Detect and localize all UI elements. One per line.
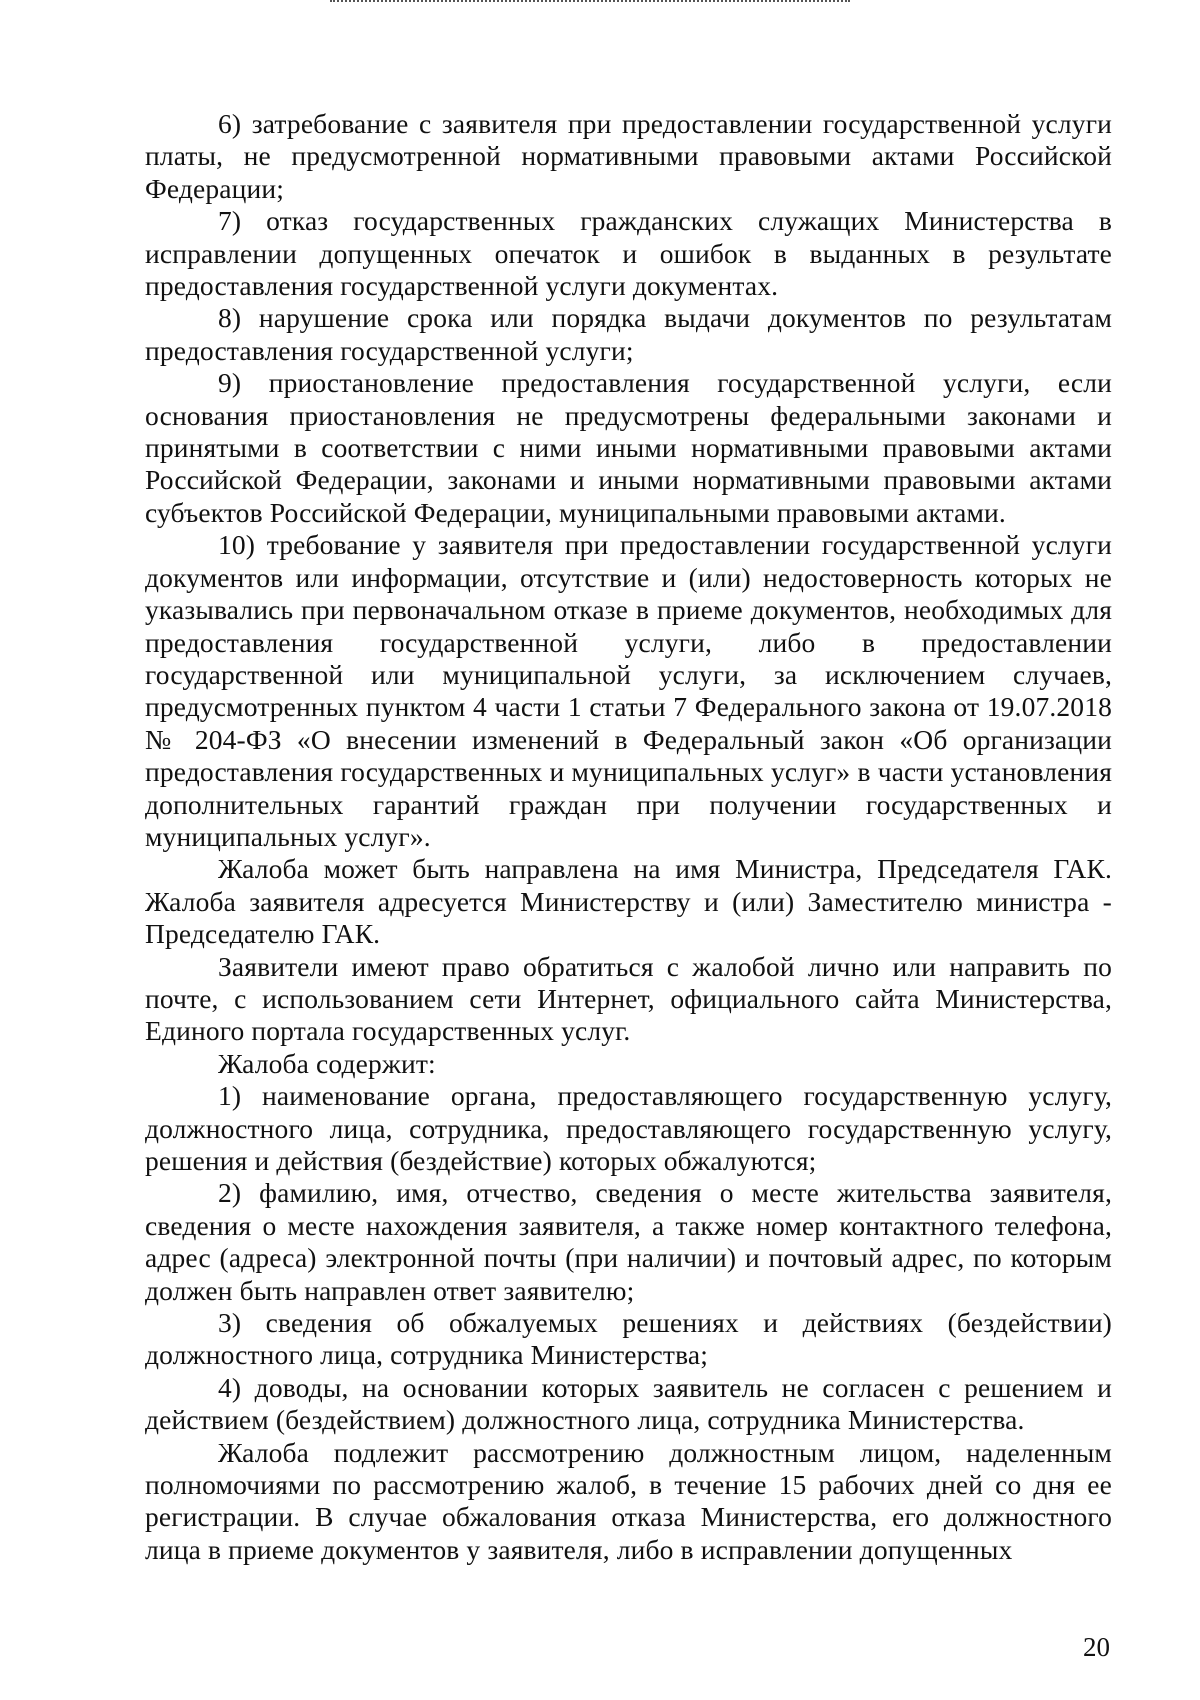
paragraph-complaint-contents-heading: Жалоба содержит: (218, 1047, 436, 1079)
paragraph-complaint-channels: Заявители имеют право обратиться с жалобой лично или направить по почте, с использованием сети Интернет, официального сайта Министерства, Единого портала государственных услуг. (145, 950, 1112, 1047)
paragraph-contents-item-3: 3) сведения об обжалуемых решениях и действиях (бездействии) должностного лица, сотрудника Министерства; (145, 1307, 1112, 1371)
paragraph-contents-item-4: 4) доводы, на основании которых заявитель не согласен с решением и действием (бездействием) должностного лица, сотрудника Министерства. (145, 1371, 1112, 1436)
top-edge-crop (330, 0, 850, 6)
paragraph-item-10: 10) требование у заявителя при предоставлении государственной услуги документов или информации, отсутствие и (или) недостоверность которых не указывались при первоначальном отказе в приеме документов, необходимых для предоставления государственной услуги, либо в предоставлении государственной или муниципальной услуги, за исключением случаев, предусмотренных пунктом 4 части 1 статьи 7 Федерального закона от 19.07.2018 № 204-ФЗ «О внесении изменений в Федеральный закон «Об организации предоставления государственных и муниципальных услуг» в части установления дополнительных гарантий граждан при получении государственных и муниципальных услуг». (145, 529, 1112, 852)
paragraph-contents-item-1: 1) наименование органа, предоставляющего государственную услугу, должностного лица, сотрудника, предоставляющего государственную услугу, решения и действия (бездействие) которых обжалуются; (145, 1080, 1112, 1176)
paragraph-item-7: 7) отказ государственных гражданских служащих Министерства в исправлении допущенных опечаток и ошибок в выданных в результате предоставления государственной услуги документах. (145, 205, 1112, 302)
page-number: 20 (1083, 1632, 1110, 1662)
document-body (145, 108, 1112, 1566)
paragraph-review-deadline: Жалоба подлежит рассмотрению должностным лицом, наделенным полномочиями по рассмотрению жалоб, в течение 15 рабочих дней со дня ее регистрации. В случае обжалования отказа Министерства, его должностного лица в приеме документов у заявителя, либо в исправлении допущенных (145, 1436, 1112, 1565)
paragraph-complaint-addressee: Жалоба может быть направлена на имя Министра, Председателя ГАК. Жалоба заявителя адресуется Министерству и (или) Заместителю министра - Председателю ГАК. (145, 853, 1112, 950)
paragraph-item-8: 8) нарушение срока или порядка выдачи документов по результатам предоставления государственной услуги; (145, 302, 1112, 366)
paragraph-item-6: 6) затребование с заявителя при предоставлении государственной услуги платы, не предусмотренной нормативными правовыми актами Российской Федерации; (145, 108, 1112, 204)
paragraph-item-9: 9) приостановление предоставления государственной услуги, если основания приостановления не предусмотрены федеральными законами и принятыми в соответствии с ними иными нормативными правовыми актами Российской Федерации, законами и иными нормативными правовыми актами субъектов Российской Федерации, муниципальными правовыми актами. (145, 367, 1112, 528)
paragraph-contents-item-2: 2) фамилию, имя, отчество, сведения о месте жительства заявителя, сведения о месте нахождения заявителя, а также номер контактного телефона, адрес (адреса) электронной почты (при наличии) и почтовый адрес, по которым должен быть направлен ответ заявителю; (145, 1177, 1112, 1306)
